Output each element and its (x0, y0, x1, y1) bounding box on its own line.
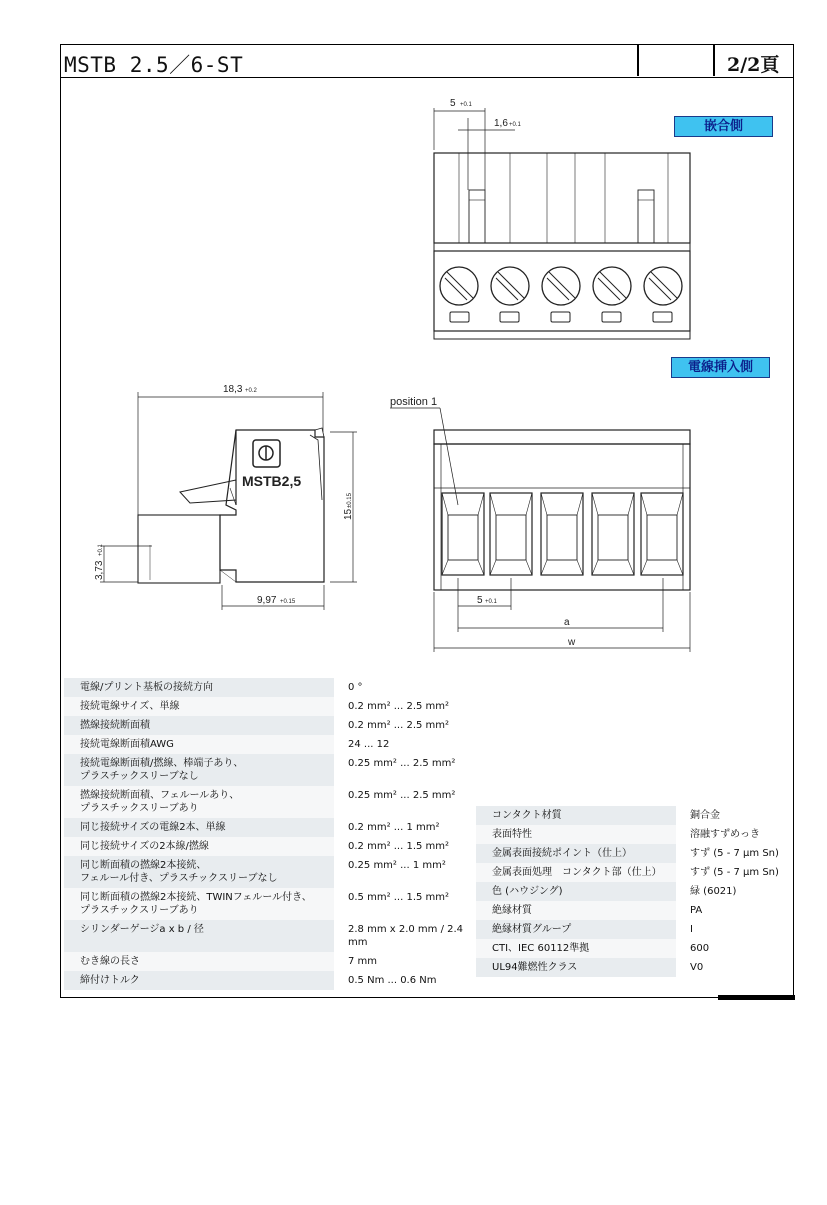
spec-label-cell (64, 786, 334, 818)
spec-label: 接続電線断面積/撚線、棒端子あり、 (80, 758, 244, 769)
spec-value: すず (5 - 7 µm Sn) (676, 863, 792, 882)
dim-side-height-tol: ±0.15 (347, 493, 353, 508)
dim-side-bottom-tol: +0.15 (280, 599, 296, 605)
spec-table-right (476, 806, 792, 977)
spec-label-line2: フェルール付き、プラスチックスリーブなし (80, 873, 278, 884)
spec-value: 0.2 mm² ... 2.5 mm² (334, 697, 471, 716)
spec-label-cell (64, 716, 334, 735)
spec-row (64, 716, 471, 735)
top-view-drawing (434, 98, 690, 339)
spec-value: 600 (676, 939, 792, 958)
spec-row (476, 920, 792, 939)
spec-label-line2: プラスチックスリーブなし (80, 771, 199, 782)
spec-label: 絶縁材質グループ (492, 924, 572, 935)
spec-label-cell (64, 754, 334, 786)
spec-label: 絶縁材質 (492, 905, 532, 916)
spec-label: 接続電線サイズ、単線 (80, 701, 180, 712)
spec-value: 0.5 mm² ... 1.5 mm² (334, 888, 471, 920)
spec-label-cell (64, 952, 334, 971)
dim-top-pin: 1,6 (494, 118, 508, 129)
spec-row (476, 939, 792, 958)
spec-label-cell (64, 697, 334, 716)
spec-label: UL94難燃性クラス (492, 962, 578, 973)
spec-value: 0.5 Nm ... 0.6 Nm (334, 971, 471, 990)
position-1-label: position 1 (390, 396, 438, 408)
spec-label: 金属表面接続ポイント（仕上） (492, 848, 632, 859)
spec-label-cell (476, 806, 676, 825)
spec-row (476, 825, 792, 844)
side-logo: MSTB2,5 (242, 473, 302, 489)
spec-value: 銅合金 (676, 806, 792, 825)
spec-value: 緑 (6021) (676, 882, 792, 901)
spec-row (476, 958, 792, 977)
dim-side-bottom: 9,97 (257, 595, 277, 606)
spec-label-cell (64, 678, 334, 697)
spec-value: 溶融すずめっき (676, 825, 792, 844)
dim-top-width-tol: +0.1 (460, 102, 472, 108)
dim-front-pitch: 5 (477, 595, 483, 606)
spec-label-cell (64, 818, 334, 837)
spec-label: CTI、IEC 60112準拠 (492, 943, 590, 954)
spec-row (476, 806, 792, 825)
spec-label-cell (64, 920, 334, 952)
spec-row (64, 888, 471, 920)
spec-label-cell (64, 735, 334, 754)
spec-value: 0.2 mm² ... 1.5 mm² (334, 837, 471, 856)
dim-side-width: 18,3 (223, 384, 243, 395)
spec-row (476, 882, 792, 901)
spec-value: 0.2 mm² ... 2.5 mm² (334, 716, 471, 735)
spec-value: 0.25 mm² ... 2.5 mm² (334, 786, 471, 818)
spec-label: 撚線接続断面積、フェルールあり、 (80, 790, 240, 801)
spec-label-cell (476, 882, 676, 901)
spec-value: 0.2 mm² ... 1 mm² (334, 818, 471, 837)
dim-top-pin-tol: +0.1 (509, 122, 521, 128)
spec-label-line2: プラスチックスリーブあり (80, 905, 199, 916)
spec-label-cell (476, 939, 676, 958)
spec-label-cell (476, 920, 676, 939)
spec-row (476, 901, 792, 920)
spec-row (64, 920, 471, 952)
spec-value: 2.8 mm x 2.0 mm / 2.4 mm (334, 920, 471, 952)
spec-label: シリンダーゲージa x b / 径 (80, 924, 204, 935)
spec-label-cell (476, 901, 676, 920)
spec-row (64, 786, 471, 818)
spec-label-line2: プラスチックスリーブあり (80, 803, 199, 814)
spec-label-cell (476, 844, 676, 863)
page-number: 2/2頁 (727, 54, 780, 76)
spec-value: 7 mm (334, 952, 471, 971)
spec-label: 同じ接続サイズの2本線/撚線 (80, 841, 209, 852)
spec-label: 締付けトルク (80, 975, 140, 986)
side-view-drawing (94, 384, 357, 610)
wire-side-tag: 電線挿入側 (671, 357, 770, 378)
mating-side-tag: 嵌合側 (674, 116, 773, 137)
dim-front-w: w (568, 637, 576, 648)
spec-table-left (64, 678, 471, 990)
spec-label: 電線/プリント基板の接続方向 (80, 682, 213, 693)
spec-value: PA (676, 901, 792, 920)
spec-row (476, 844, 792, 863)
spec-label-cell (64, 888, 334, 920)
spec-label-cell (476, 958, 676, 977)
spec-label: 接続電線断面積AWG (80, 739, 174, 750)
spec-label: 同じ断面積の撚線2本接続、TWINフェルール付き、 (80, 892, 312, 903)
spec-row (64, 837, 471, 856)
spec-label: 表面特性 (492, 829, 532, 840)
spec-label-cell (476, 825, 676, 844)
spec-row (64, 856, 471, 888)
spec-row (64, 678, 471, 697)
dim-side-width-tol: +0.2 (245, 388, 257, 394)
spec-label: 金属表面処理 コンタクト部（仕上） (492, 867, 662, 878)
spec-value: 0.25 mm² ... 1 mm² (334, 856, 471, 888)
spec-label-cell (64, 856, 334, 888)
dim-side-height: 15 (343, 508, 354, 520)
spec-label-cell (476, 863, 676, 882)
spec-label: 同じ接続サイズの電線2本、単線 (80, 822, 226, 833)
spec-row (64, 754, 471, 786)
spec-row (476, 863, 792, 882)
spec-row (64, 818, 471, 837)
spec-row (64, 971, 471, 990)
spec-label: 撚線接続断面積 (80, 720, 150, 731)
product-title: MSTB 2.5／6-ST (64, 53, 244, 77)
spec-label-cell (64, 971, 334, 990)
spec-value: 0.25 mm² ... 2.5 mm² (334, 754, 471, 786)
spec-value: I (676, 920, 792, 939)
dim-top-width: 5 (450, 98, 456, 109)
spec-label-cell (64, 837, 334, 856)
spec-value: V0 (676, 958, 792, 977)
spec-label: むき線の長さ (80, 956, 140, 967)
spec-value: 0 ° (334, 678, 471, 697)
spec-value: 24 ... 12 (334, 735, 471, 754)
spec-row (64, 697, 471, 716)
spec-label: コンタクト材質 (492, 810, 562, 821)
dim-front-pitch-tol: +0.1 (485, 599, 497, 605)
spec-label: 色 (ハウジング) (492, 886, 563, 897)
spec-row (64, 735, 471, 754)
dim-side-small: 3,73 (94, 560, 105, 580)
spec-row (64, 952, 471, 971)
screw-row (440, 267, 682, 305)
spec-label: 同じ断面積の撚線2本接続、 (80, 860, 207, 871)
wire-entry-row (442, 493, 683, 575)
spec-value: すず (5 - 7 µm Sn) (676, 844, 792, 863)
dim-front-a: a (564, 617, 570, 628)
front-view-drawing (390, 396, 690, 652)
dim-side-small-tol: +0.1 (98, 544, 104, 556)
